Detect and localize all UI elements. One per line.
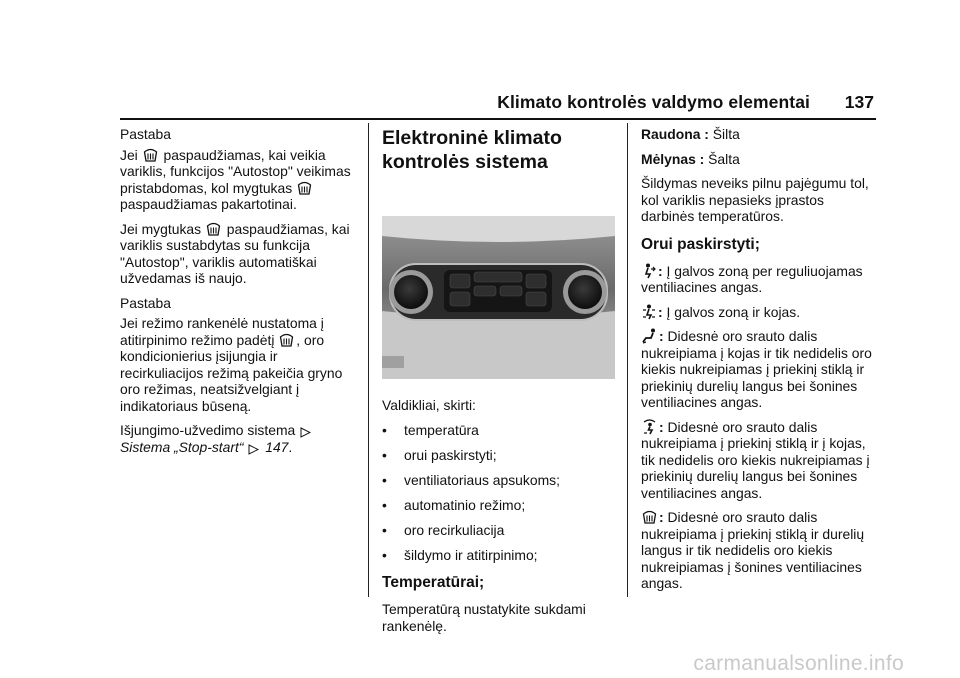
defrost-icon <box>642 509 657 525</box>
temperature-title: Temperatūrai; <box>382 574 485 591</box>
note-paragraph <box>120 315 352 414</box>
column-divider <box>368 123 369 597</box>
list-item: • ventiliatoriaus apsukoms; <box>382 472 614 489</box>
mode-text: Į galvos zoną ir kojas. <box>666 303 801 320</box>
cross-reference <box>120 422 352 455</box>
mode-separator: : <box>658 262 663 279</box>
mode-item <box>641 328 877 411</box>
mode-separator: : <box>659 418 664 435</box>
note-text: Jei <box>120 146 138 163</box>
list-item: • temperatūra <box>382 422 614 439</box>
reference-page[interactable]: 147 <box>265 438 289 455</box>
note-title: Pastaba <box>120 294 171 311</box>
red-value: Šilta <box>712 126 740 142</box>
defrost-icon <box>206 221 221 237</box>
note-paragraph <box>120 147 352 213</box>
temperature-text: Temperatūrą nustatykite sukdami rankenėlę. <box>382 601 586 634</box>
distribution-title: Orui paskirstyti; <box>641 235 760 253</box>
left-column <box>120 126 352 463</box>
blue-value: Šalta <box>708 150 740 167</box>
header-rule <box>120 118 876 120</box>
heating-note: Šildymas neveiks pilnu pajėgumu tol, kol variklis nepasieks įprastos darbinės temperatūros. <box>641 175 869 224</box>
reference-text: Išjungimo-užvedimo sistema <box>120 422 296 438</box>
vent-floor-icon <box>642 328 657 344</box>
mode-text: Didesnė oro srauto dalis nukreipiama į priekinį stiklą ir durelių langus ir tik nedidelis oro kiekis nukreipiamas į šonines ventiliacines angas. <box>641 509 865 591</box>
paragraph-text: paspaudžiamas, kai variklis sustabdytas su funkcija "Autostop", variklis automatiškai užvedamas iš naujo. <box>120 220 350 286</box>
right-column <box>641 126 877 600</box>
red-setting <box>641 126 877 143</box>
note-title: Pastaba <box>120 126 171 142</box>
watermark: carmanualsonline.info <box>693 652 904 675</box>
mode-item <box>641 304 877 321</box>
mode-item <box>641 263 877 296</box>
list-item: • šildymo ir atitirpinimo; <box>382 547 614 564</box>
red-label: Raudona : <box>641 126 709 142</box>
list-item: • oro recirkuliacija <box>382 522 614 539</box>
page-number: 137 <box>844 92 874 112</box>
note-text: paspaudžiamas, kai veikia variklis, funkcijos "Autostop" veikimas pristabdomas, kol mygtukas <box>120 146 351 196</box>
mode-separator: : <box>659 328 664 344</box>
reference-link[interactable]: Sistema „Stop-start“ <box>120 438 244 455</box>
controls-list <box>382 422 614 564</box>
climate-control-panel-photo <box>382 216 615 379</box>
mode-separator: : <box>659 509 664 525</box>
list-item: • automatinio režimo; <box>382 497 614 514</box>
vent-floor-defrost-icon <box>642 419 657 435</box>
paragraph-text: Jei mygtukas <box>120 220 202 237</box>
list-item: • orui paskirstyti; <box>382 447 614 464</box>
mode-item <box>641 509 877 592</box>
mode-separator: : <box>658 303 663 320</box>
mode-text: Didesnė oro srauto dalis nukreipiama į priekinį stiklą ir į kojas, tik nedidelis oro kiekis nukreipiamas į priekinių durelių langus bei šonines ventiliacines angas. <box>641 418 870 501</box>
mode-item <box>641 419 877 502</box>
controls-intro: Valdikliai, skirti: <box>382 397 476 413</box>
mode-text: Didesnė oro srauto dalis nukreipiama į kojas ir tik nedidelis oro kiekis nukreipiamas į priekinį stiklą ir priekinių durelių langus bei šonines ventiliacines angas. <box>641 328 872 410</box>
section-title: Elektroninė klimato kontrolės sistema <box>382 127 562 173</box>
note-text: paspaudžiamas pakartotinai. <box>120 196 297 212</box>
middle-column <box>382 126 614 642</box>
note-text: Jei režimo rankenėlė nustatoma į atitirpinimo režimo padėtį <box>120 315 324 348</box>
reference-end: . <box>288 438 293 455</box>
defrost-icon <box>143 147 158 163</box>
vent-head-icon <box>642 263 656 279</box>
blue-label: Mėlynas : <box>641 150 705 167</box>
reference-arrow-icon <box>248 444 259 455</box>
vent-bilevel-icon <box>642 304 656 320</box>
defrost-icon <box>297 180 312 196</box>
blue-setting <box>641 151 877 168</box>
note-text: , oro kondicionierius įsijungia ir recirkuliacijos režimą pakeičia gryno oro režimas, neatsižvelgiant į indikatoriaus būseną. <box>120 331 343 414</box>
page-header-title: Klimato kontrolės valdymo elementai <box>497 92 810 112</box>
reference-arrow-icon <box>300 427 311 438</box>
restart-paragraph <box>120 221 352 287</box>
column-divider <box>627 123 628 597</box>
defrost-icon <box>279 332 294 348</box>
mode-text: Į galvos zoną per reguliuojamas ventiliacines angas. <box>641 262 863 295</box>
